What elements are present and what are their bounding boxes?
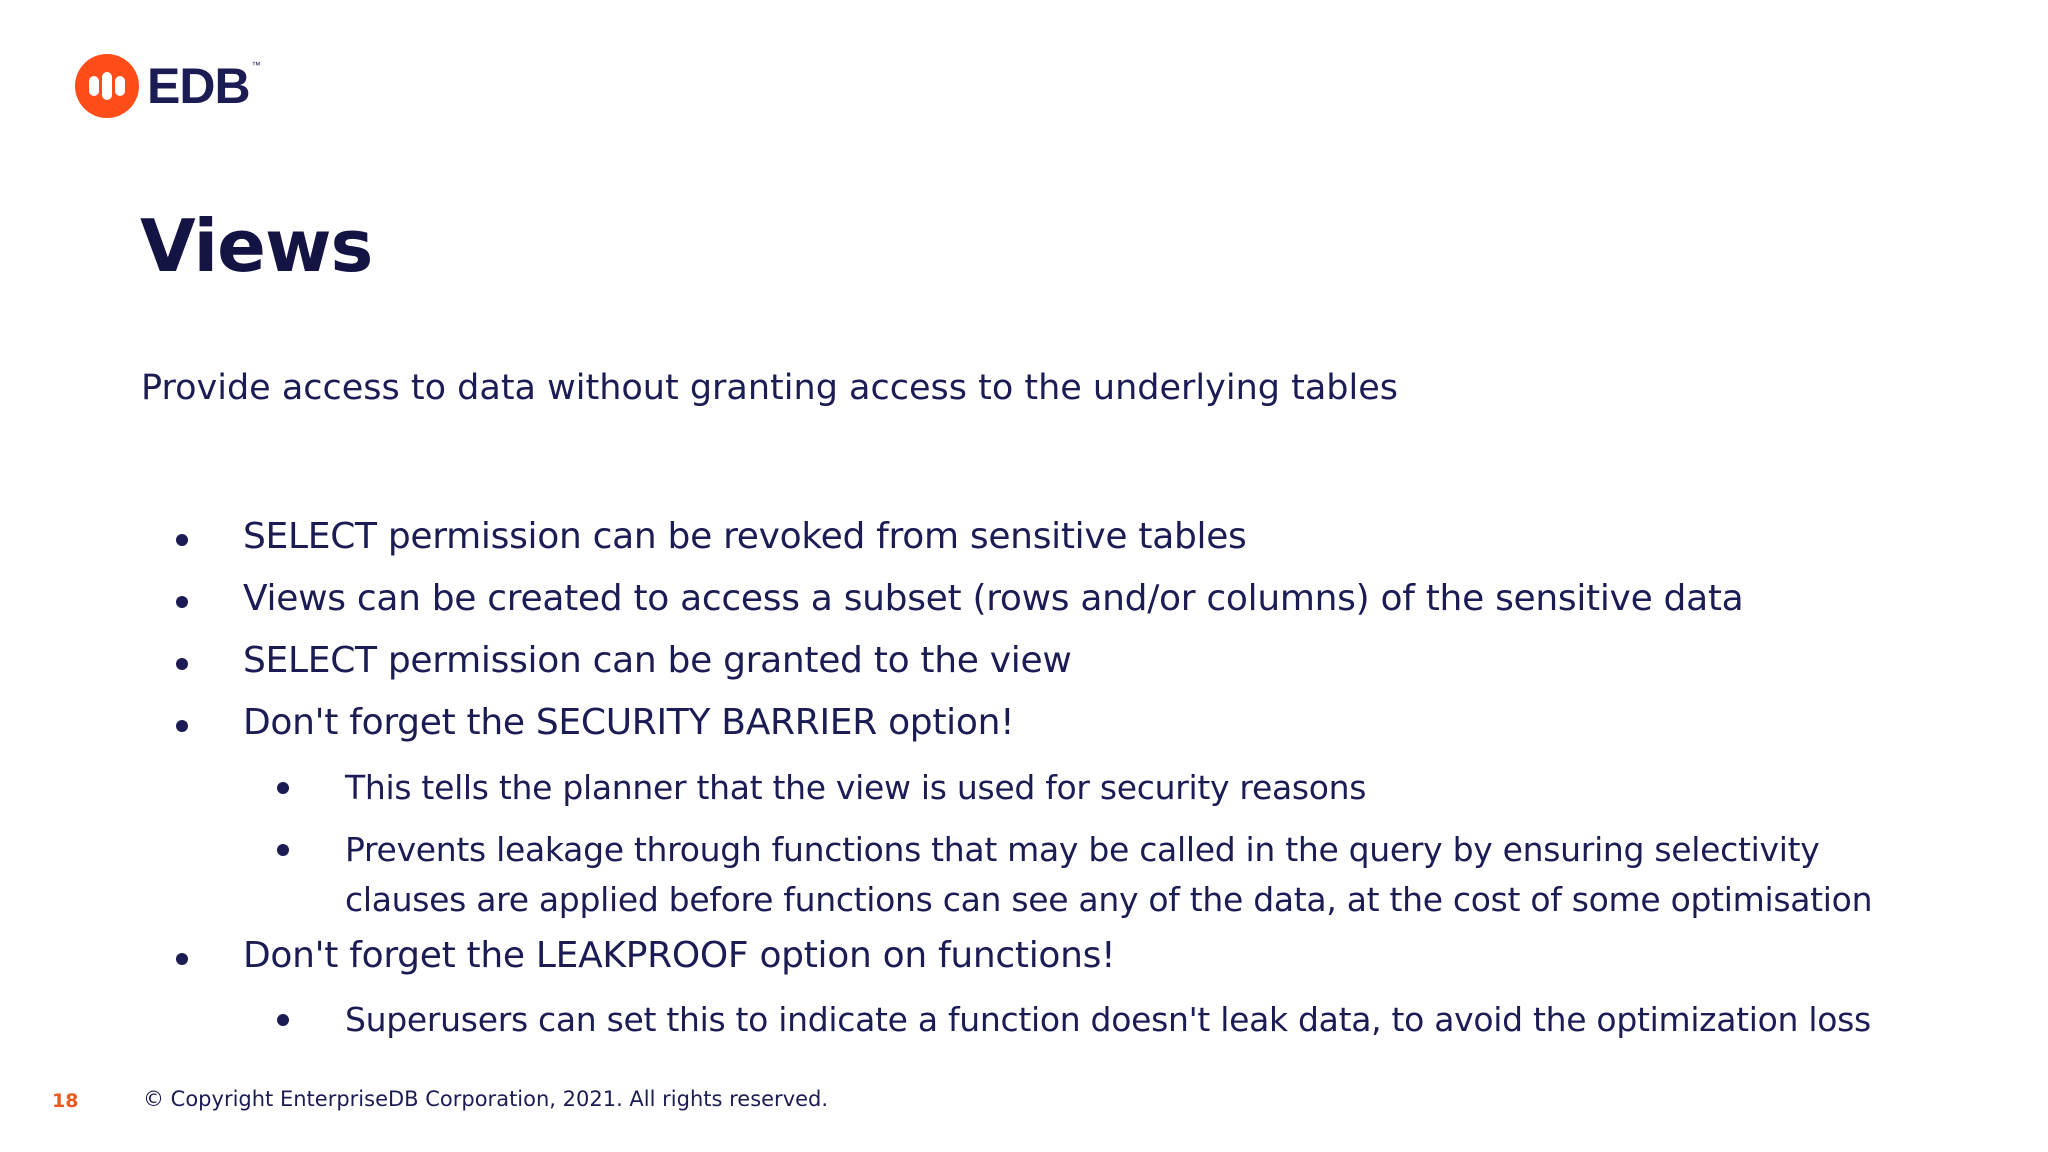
- edb-logo: [75, 54, 260, 118]
- bullet-text: SELECT permission can be granted to the view: [243, 640, 1072, 681]
- bullet-text: Don't forget the LEAKPROOF option on functions!: [243, 935, 1116, 976]
- sub-bullet-item: [345, 825, 1872, 925]
- sub-bullet-item: [345, 995, 1871, 1045]
- bullet-text: Don't forget the SECURITY BARRIER option!: [243, 702, 1015, 743]
- bullet-dot-icon: [176, 720, 188, 732]
- copyright-notice: © Copyright EnterpriseDB Corporation, 2021. All rights reserved.: [143, 1087, 829, 1111]
- edb-elephant-icon: [75, 54, 139, 118]
- slide-title: Views: [140, 204, 373, 288]
- sub-bullet-text: Prevents leakage through functions that may be called in the query by ensuring selectivity: [345, 830, 1820, 869]
- bullet-text: SELECT permission can be revoked from sensitive tables: [243, 516, 1247, 557]
- bullet-item: [243, 640, 1071, 681]
- bullet-item: [243, 702, 1014, 743]
- page-number: 18: [52, 1090, 79, 1112]
- bullet-dot-icon: [277, 1014, 289, 1026]
- bullet-item: [243, 516, 1247, 557]
- logo-wordmark: EDB: [147, 58, 250, 114]
- bullet-dot-icon: [176, 953, 188, 965]
- trademark-symbol: ™: [251, 60, 260, 70]
- sub-bullet-text: Superusers can set this to indicate a function doesn't leak data, to avoid the optimization loss: [345, 1000, 1871, 1039]
- bullet-dot-icon: [176, 658, 188, 670]
- slide-subtitle: Provide access to data without granting access to the underlying tables: [141, 368, 1398, 408]
- edb-logo-text: [147, 58, 260, 114]
- bullet-dot-icon: [176, 534, 188, 546]
- bullet-dot-icon: [176, 596, 188, 608]
- bullet-dot-icon: [277, 844, 289, 856]
- bullet-item: [243, 935, 1115, 976]
- bullet-item: [243, 578, 1743, 619]
- sub-bullet-text-continued: clauses are applied before functions can see any of the data, at the cost of some optimisation: [345, 880, 1873, 919]
- bullet-dot-icon: [277, 782, 289, 794]
- sub-bullet-item: [345, 763, 1366, 813]
- bullet-text: Views can be created to access a subset (rows and/or columns) of the sensitive data: [243, 578, 1744, 619]
- sub-bullet-text: This tells the planner that the view is used for security reasons: [345, 768, 1367, 807]
